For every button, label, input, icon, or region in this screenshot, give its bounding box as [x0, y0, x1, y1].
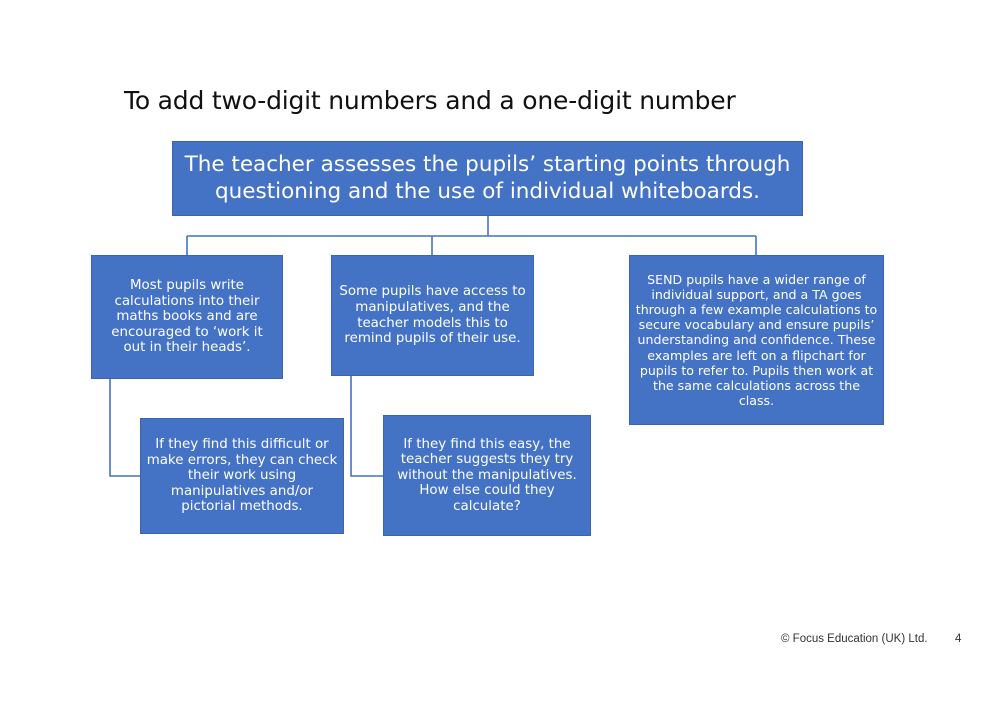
footer-copyright: © Focus Education (UK) Ltd.	[781, 633, 928, 645]
branch-node-1	[91, 255, 283, 379]
branch-node-2-text: Some pupils have access to manipulatives, and the teacher models this to remind pupils of their use.	[339, 284, 526, 347]
branch-node-3	[629, 255, 884, 425]
root-node-text: The teacher assesses the pupils’ starting points through questioning and the use of individual whiteboards.	[184, 152, 791, 204]
branch-node-1-text: Most pupils write calculations into their maths books and are encouraged to ‘work it out in their heads’.	[111, 278, 263, 356]
child-node-2-text: If they find this easy, the teacher suggests they try without the manipulatives. How else could they calculate?	[397, 436, 577, 514]
child-node-2	[383, 415, 591, 536]
branch-node-2	[331, 255, 534, 376]
connector-branch-2-child	[351, 376, 383, 476]
child-node-1	[140, 418, 344, 534]
connector-branch-1-child	[110, 379, 140, 476]
child-node-1-text: If they find this difficult or make errors, they can check their work using manipulatives and/or pictorial methods.	[146, 437, 338, 515]
footer-page-number: 4	[955, 633, 962, 645]
slide-title: To add two-digit numbers and a one-digit number	[124, 86, 736, 115]
branch-node-3-text: SEND pupils have a wider range of individual support, and a TA goes through a few example calculations to secure vocabulary and ensure pupils’ understanding and confidence. These examples are left on a flipchart for pupils to refer to. Pupils then work at the same calculations across the class.	[635, 272, 878, 408]
root-node	[172, 141, 803, 216]
